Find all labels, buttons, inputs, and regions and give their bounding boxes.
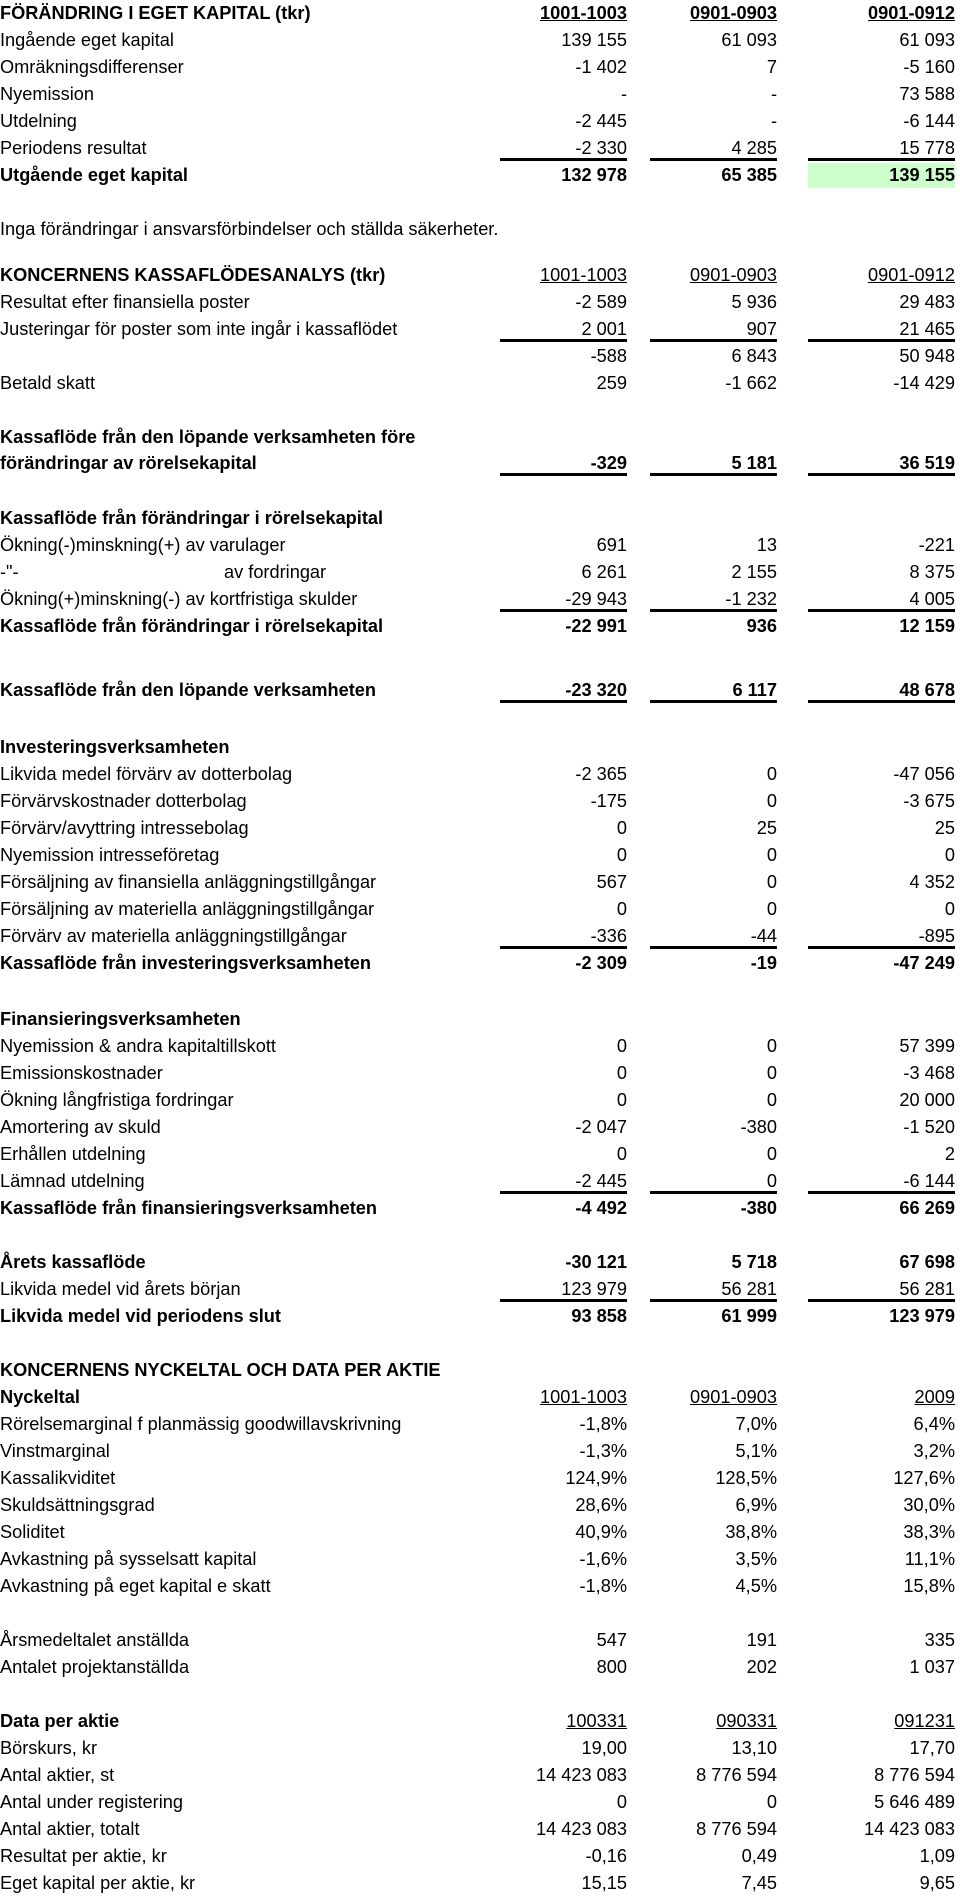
- table-row: [0, 869, 960, 896]
- cell: 0: [766, 764, 777, 784]
- cell: 0: [616, 1036, 627, 1056]
- table-row: [0, 370, 960, 397]
- cell: -588: [590, 346, 627, 366]
- cell: -1,8%: [579, 1414, 627, 1434]
- cell: 0,49: [741, 1846, 777, 1866]
- cell: 0: [616, 1063, 627, 1083]
- cell: 13,10: [731, 1738, 777, 1758]
- table-row: [0, 1438, 960, 1465]
- cell: 2: [944, 1144, 955, 1164]
- row-label: Kassaflöde från den löpande verksamheten: [0, 680, 376, 700]
- cell: 14 423 083: [535, 1819, 627, 1839]
- row-label: Amortering av skuld: [0, 1117, 161, 1137]
- cell: 936: [746, 616, 777, 636]
- section-title: Kassaflöde från förändringar i rörelsekapital: [0, 508, 384, 528]
- cell: 29 483: [899, 292, 955, 312]
- cell: 7,0%: [735, 1414, 777, 1434]
- table-row: [0, 923, 960, 950]
- cell: 123 979: [889, 1306, 955, 1326]
- cell: -1 232: [650, 587, 777, 612]
- cell: 128,5%: [715, 1468, 777, 1488]
- cell: 14 423 083: [535, 1765, 627, 1785]
- cell: 4,5%: [735, 1576, 777, 1596]
- cell: 0: [766, 1144, 777, 1164]
- row-label: Erhållen utdelning: [0, 1144, 146, 1164]
- table-row: [0, 788, 960, 815]
- cell: -2 445: [500, 1169, 627, 1194]
- cell: 0: [616, 1144, 627, 1164]
- row-label: Skuldsättningsgrad: [0, 1495, 155, 1515]
- row-label: Antal under registering: [0, 1792, 183, 1812]
- table-row: [0, 1114, 960, 1141]
- cell: 56 281: [650, 1277, 777, 1302]
- cell: 0: [616, 818, 627, 838]
- share-header-row: [0, 1708, 960, 1735]
- total-row: [0, 613, 960, 640]
- row-label: Kassaflöde från finansieringsverksamheten: [0, 1198, 378, 1218]
- cell: -: [770, 111, 777, 131]
- cell: 0: [616, 899, 627, 919]
- row-label: Likvida medel vid periodens slut: [0, 1306, 281, 1326]
- cell: 9,65: [919, 1873, 955, 1893]
- table-row: [0, 532, 960, 559]
- row-label: Utdelning: [0, 111, 77, 131]
- cell: 61 093: [899, 30, 955, 50]
- cell: 38,3%: [903, 1522, 955, 1542]
- cell: -175: [590, 791, 627, 811]
- table-row: [0, 54, 960, 81]
- cell: 1 037: [909, 1657, 955, 1677]
- cell: 0: [766, 1090, 777, 1110]
- cell: -895: [808, 924, 955, 949]
- col-header: 0901-0912: [868, 3, 955, 23]
- table-row: [0, 1465, 960, 1492]
- cell: 15,15: [581, 1873, 627, 1893]
- cell: 36 519: [808, 451, 955, 476]
- cell: 50 948: [899, 346, 955, 366]
- section-title-row: [0, 505, 960, 532]
- cell: -2 309: [575, 953, 627, 973]
- cell: -380: [740, 1198, 777, 1218]
- total-row: [0, 677, 960, 704]
- col-header: 2009: [914, 1387, 955, 1407]
- cell: 0: [650, 1169, 777, 1194]
- row-label: Likvida medel förvärv av dotterbolag: [0, 764, 293, 784]
- table-row: [0, 761, 960, 788]
- cell: 335: [924, 1630, 955, 1650]
- col-header: 1001-1003: [540, 3, 627, 23]
- col-header: 0901-0903: [690, 3, 777, 23]
- section-title: Investeringsverksamheten: [0, 737, 230, 757]
- table-row: [0, 1762, 960, 1789]
- cell: 61 999: [721, 1306, 777, 1326]
- cell: 0: [766, 899, 777, 919]
- cell: 13: [756, 535, 777, 555]
- row-sublabel: av fordringar: [224, 562, 327, 582]
- cell: -329: [500, 451, 627, 476]
- cell: -3 468: [903, 1063, 955, 1083]
- col-header: 1001-1003: [540, 265, 627, 285]
- cell: 57 399: [899, 1036, 955, 1056]
- cell: -2 047: [575, 1117, 627, 1137]
- cell: 73 588: [899, 84, 955, 104]
- cell: 0: [766, 845, 777, 865]
- cell: -1 520: [903, 1117, 955, 1137]
- cell: 4 285: [650, 136, 777, 161]
- cell: 66 269: [899, 1198, 955, 1218]
- total-row: [0, 950, 960, 977]
- cell: 139 155: [561, 30, 627, 50]
- cell: 691: [596, 535, 627, 555]
- table-row: [0, 1573, 960, 1600]
- equity-title: FÖRÄNDRING I EGET KAPITAL (tkr): [0, 3, 311, 23]
- table-row: [0, 1168, 960, 1195]
- row-label: -"-: [0, 562, 19, 582]
- cell: -221: [918, 535, 955, 555]
- table-row: [0, 896, 960, 923]
- cell: -1,3%: [579, 1441, 627, 1461]
- row-label: Nyemission & andra kapitaltillskott: [0, 1036, 276, 1056]
- row-label: Eget kapital per aktie, kr: [0, 1873, 196, 1893]
- section-label-row: [0, 424, 960, 451]
- cell: 61 093: [721, 30, 777, 50]
- col-header: 0901-0903: [690, 1387, 777, 1407]
- cell: -2 589: [575, 292, 627, 312]
- cell: 56 281: [808, 1277, 955, 1302]
- table-row: [0, 1060, 960, 1087]
- cell: -29 943: [500, 587, 627, 612]
- cell: 547: [596, 1630, 627, 1650]
- cell: 7,45: [741, 1873, 777, 1893]
- cell: 5,1%: [735, 1441, 777, 1461]
- cell: 0: [766, 1063, 777, 1083]
- cell: -: [770, 84, 777, 104]
- cell: 2 155: [731, 562, 777, 582]
- cell: 800: [596, 1657, 627, 1677]
- cell: 6 117: [650, 678, 777, 703]
- row-label: Börskurs, kr: [0, 1738, 98, 1758]
- keyfigures-header-row: [0, 1384, 960, 1411]
- cell: -: [620, 84, 627, 104]
- cell: 8 375: [909, 562, 955, 582]
- cell: -44: [650, 924, 777, 949]
- cell: 191: [746, 1630, 777, 1650]
- cell: 21 465: [808, 317, 955, 342]
- table-row: [0, 1033, 960, 1060]
- table-row: [0, 1789, 960, 1816]
- cell: 2 001: [500, 317, 627, 342]
- row-label: Antalet projektanställda: [0, 1657, 190, 1677]
- equity-header-row: [0, 0, 960, 27]
- total-row: [0, 1303, 960, 1330]
- cell: 0: [616, 1792, 627, 1812]
- cell: -1 662: [725, 373, 777, 393]
- row-label: Omräkningsdifferenser: [0, 57, 184, 77]
- cell: 907: [650, 317, 777, 342]
- cell: -5 160: [903, 57, 955, 77]
- total-row: [0, 162, 960, 189]
- cell: 6 261: [581, 562, 627, 582]
- section-title: Finansieringsverksamheten: [0, 1009, 241, 1029]
- row-label: Avkastning på eget kapital e skatt: [0, 1576, 271, 1596]
- row-label: Justeringar för poster som inte ingår i kassaflödet: [0, 319, 398, 339]
- table-row: [0, 1627, 960, 1654]
- row-label: Vinstmarginal: [0, 1441, 110, 1461]
- row-label: Avkastning på sysselsatt kapital: [0, 1549, 257, 1569]
- cell: 93 858: [571, 1306, 627, 1326]
- cell: 38,8%: [725, 1522, 777, 1542]
- cell: 0: [944, 845, 955, 865]
- cell: 132 978: [561, 165, 627, 185]
- table-row: [0, 559, 960, 586]
- table-row: [0, 289, 960, 316]
- section-title-row: [0, 1006, 960, 1033]
- cell: -1,6%: [579, 1549, 627, 1569]
- row-label: Ökning(+)minskning(-) av kortfristiga skulder: [0, 589, 358, 609]
- table-row: [0, 1276, 960, 1303]
- cell: -6 144: [808, 1169, 955, 1194]
- col-header: 100331: [566, 1711, 627, 1731]
- cell: -19: [750, 953, 777, 973]
- total-row: [0, 1249, 960, 1276]
- cell: 0: [766, 791, 777, 811]
- cell: -1,8%: [579, 1576, 627, 1596]
- cell: 259: [596, 373, 627, 393]
- cell: 124,9%: [565, 1468, 627, 1488]
- cell: 6 843: [731, 346, 777, 366]
- keyfigures-subtitle: Nyckeltal: [0, 1387, 80, 1407]
- table-row: [0, 135, 960, 162]
- row-label: Kassaflöde från investeringsverksamheten: [0, 953, 371, 973]
- table-row: [0, 1735, 960, 1762]
- cell: 19,00: [581, 1738, 627, 1758]
- cell: -23 320: [500, 678, 627, 703]
- table-row: [0, 1411, 960, 1438]
- cell: -0,16: [585, 1846, 627, 1866]
- row-label: Periodens resultat: [0, 138, 147, 158]
- cell: 127,6%: [893, 1468, 955, 1488]
- cell: 0: [766, 1792, 777, 1812]
- table-row: [0, 815, 960, 842]
- row-label: Emissionskostnader: [0, 1063, 163, 1083]
- col-header: 090331: [716, 1711, 777, 1731]
- row-label: Nyemission: [0, 84, 94, 104]
- cell: 8 776 594: [696, 1765, 777, 1785]
- cell: 8 776 594: [696, 1819, 777, 1839]
- cell: 3,5%: [735, 1549, 777, 1569]
- cashflow-title: KONCERNENS KASSAFLÖDESANALYS (tkr): [0, 265, 386, 285]
- cell: 8 776 594: [874, 1765, 955, 1785]
- cell: -22 991: [565, 616, 627, 636]
- cell: -336: [500, 924, 627, 949]
- row-label: Kassalikviditet: [0, 1468, 116, 1488]
- cell: 30,0%: [903, 1495, 955, 1515]
- share-title: Data per aktie: [0, 1711, 120, 1731]
- cell: -2 365: [575, 764, 627, 784]
- row-label: Utgående eget kapital: [0, 165, 188, 185]
- cell: 25: [756, 818, 777, 838]
- cell: -4 492: [575, 1198, 627, 1218]
- cell: -47 056: [893, 764, 955, 784]
- cell: -3 675: [903, 791, 955, 811]
- cell: 15,8%: [903, 1576, 955, 1596]
- keyfigures-title: KONCERNENS NYCKELTAL OCH DATA PER AKTIE: [0, 1360, 441, 1380]
- cell: -380: [740, 1117, 777, 1137]
- row-label: Kassaflöde från förändringar i rörelsekapital: [0, 616, 384, 636]
- highlighted-cell: 139 155: [808, 163, 955, 188]
- table-row: [0, 81, 960, 108]
- table-row: [0, 1492, 960, 1519]
- col-header: 1001-1003: [540, 1387, 627, 1407]
- table-row: [0, 1141, 960, 1168]
- table-row: [0, 108, 960, 135]
- cell: -2 330: [500, 136, 627, 161]
- table-row: [0, 1870, 960, 1897]
- cell: -2 445: [575, 111, 627, 131]
- cell: 28,6%: [575, 1495, 627, 1515]
- row-label: Rörelsemarginal f planmässig goodwillavskrivning: [0, 1414, 402, 1434]
- cell: 5 646 489: [874, 1792, 955, 1812]
- cell: 0: [616, 1090, 627, 1110]
- row-label: Årets kassaflöde: [0, 1252, 146, 1272]
- table-row: [0, 1843, 960, 1870]
- cell: 14 423 083: [863, 1819, 955, 1839]
- row-label: Antal aktier, totalt: [0, 1819, 140, 1839]
- section-title-row: [0, 734, 960, 761]
- cell: -1 402: [575, 57, 627, 77]
- subtotal-row: [0, 343, 960, 370]
- equity-note: Inga förändringar i ansvarsförbindelser och ställda säkerheter.: [0, 219, 499, 239]
- cell: 123 979: [500, 1277, 627, 1302]
- cell: -6 144: [903, 111, 955, 131]
- row-label: Resultat per aktie, kr: [0, 1846, 167, 1866]
- row-label: Antal aktier, st: [0, 1765, 115, 1785]
- row-label: Lämnad utdelning: [0, 1171, 145, 1191]
- cell: 202: [746, 1657, 777, 1677]
- cell: 67 698: [899, 1252, 955, 1272]
- cell: 7: [766, 57, 777, 77]
- cashflow-header-row: [0, 262, 960, 289]
- cell: -30 121: [565, 1252, 627, 1272]
- row-label: Soliditet: [0, 1522, 65, 1542]
- cell: -14 429: [893, 373, 955, 393]
- row-label: förändringar av rörelsekapital: [0, 453, 257, 473]
- keyfigures-title-row: [0, 1357, 960, 1384]
- cell: 5 936: [731, 292, 777, 312]
- table-row: [0, 842, 960, 869]
- row-label: Resultat efter finansiella poster: [0, 292, 250, 312]
- cell: 48 678: [808, 678, 955, 703]
- table-row: [0, 1546, 960, 1573]
- cell: 40,9%: [575, 1522, 627, 1542]
- cell: -47 249: [893, 953, 955, 973]
- equity-note-row: [0, 216, 960, 243]
- row-label: Ökning långfristiga fordringar: [0, 1090, 234, 1110]
- cell: 567: [596, 872, 627, 892]
- row-label: Förvärv av materiella anläggningstillgångar: [0, 926, 347, 946]
- col-header: 0901-0912: [868, 265, 955, 285]
- cell: 3,2%: [913, 1441, 955, 1461]
- table-row: [0, 1816, 960, 1843]
- total-row: [0, 450, 960, 477]
- row-label: Betald skatt: [0, 373, 96, 393]
- cell: 65 385: [721, 165, 777, 185]
- cell: 4 352: [909, 872, 955, 892]
- col-header: 091231: [894, 1711, 955, 1731]
- row-label: Förvärv/avyttring intressebolag: [0, 818, 249, 838]
- cell: 0: [766, 1036, 777, 1056]
- table-row: [0, 1519, 960, 1546]
- table-row: [0, 316, 960, 343]
- row-label: Likvida medel vid årets början: [0, 1279, 241, 1299]
- cell: 15 778: [808, 136, 955, 161]
- row-label: Ingående eget kapital: [0, 30, 174, 50]
- cell: 17,70: [909, 1738, 955, 1758]
- cell: 5 718: [731, 1252, 777, 1272]
- cell: 4 005: [808, 587, 955, 612]
- table-row: [0, 586, 960, 613]
- total-row: [0, 1195, 960, 1222]
- cell: 6,4%: [913, 1414, 955, 1434]
- row-label: Ökning(-)minskning(+) av varulager: [0, 535, 286, 555]
- cell: 0: [944, 899, 955, 919]
- row-label: Förvärvskostnader dotterbolag: [0, 791, 247, 811]
- cell: 12 159: [899, 616, 955, 636]
- table-row: [0, 1654, 960, 1681]
- col-header: 0901-0903: [690, 265, 777, 285]
- table-row: [0, 1087, 960, 1114]
- table-row: [0, 27, 960, 54]
- cell: 0: [616, 845, 627, 865]
- cell: 25: [934, 818, 955, 838]
- row-label: Försäljning av materiella anläggningstillgångar: [0, 899, 375, 919]
- cell: 6,9%: [735, 1495, 777, 1515]
- row-label: Försäljning av finansiella anläggningstillgångar: [0, 872, 377, 892]
- cell: 5 181: [650, 451, 777, 476]
- cell: 1,09: [919, 1846, 955, 1866]
- cell: 20 000: [899, 1090, 955, 1110]
- row-label: Kassaflöde från den löpande verksamheten före: [0, 427, 416, 447]
- cell: 11,1%: [904, 1549, 955, 1569]
- cell: 0: [766, 872, 777, 892]
- row-label: Årsmedeltalet anställda: [0, 1630, 190, 1650]
- row-label: Nyemission intresseföretag: [0, 845, 220, 865]
